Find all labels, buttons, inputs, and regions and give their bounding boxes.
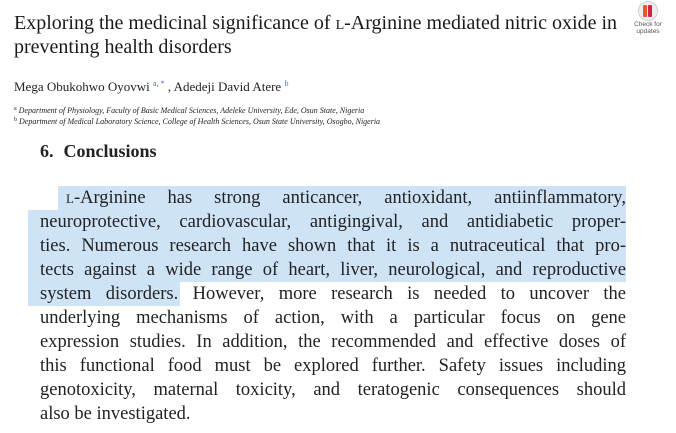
para-line-5a: system disorders. [40,284,179,304]
affiliation-a-text: Department of Physiology, Faculty of Basic Medical Sciences, Adeleke University, Ede, Osun State, Nigeria [18,106,365,115]
author-list [14,76,288,95]
para-line-6: underlying mechanisms of action, with a particular focus on gene [40,308,626,328]
para-line-4: tects against a wide range of heart, liver, neurological, and reproductive [40,260,626,280]
article-title [14,11,624,59]
para-line-1-text: -Arginine has strong anticancer, antioxidant, antiinflammatory, [73,188,626,208]
author-1-affiliation-link[interactable]: a, * [153,79,165,88]
title-line2: preventing health disorders [14,36,232,58]
para-line-3: ties. Numerous research have shown that it is a nutraceutical that pro- [40,236,626,256]
affiliation-b [14,115,380,127]
author-2[interactable]: Adedeji David Atere [173,79,282,94]
para-smallcaps-l: l [66,188,74,208]
affiliation-b-text: Department of Medical Laboratory Science, College of Health Sciences, Osun State University, Osogbo, Nigeria [19,117,381,126]
para-line-7: expression studies. In addition, the recommended and effective doses of [40,332,626,352]
title-part2: -Arginine mediated nitric oxide in [344,12,618,34]
para-line-9: genotoxicity, maternal toxicity, and teratogenic consequences should [40,380,626,400]
para-line-2: neuroprotective, cardiovascular, antigingival, and antidiabetic proper- [40,212,626,232]
author-separator: , [164,79,174,94]
para-line-10: also be investigated. [40,404,191,424]
para-line-5b: However, more research is needed to uncover the [178,284,626,304]
section-title: Conclusions [63,141,157,161]
badge-line2: updates [636,28,660,35]
section-number: 6. [40,141,54,161]
author-1[interactable]: Mega Obukohwo Oyovwi [14,79,150,94]
title-smallcaps-l: l [335,12,345,34]
badge-line1: Check for [634,21,662,28]
para-line-5 [40,282,626,306]
author-2-affiliation-link[interactable]: b [284,79,289,88]
crossmark-icon [638,1,658,21]
para-line-1 [40,186,626,210]
title-part1: Exploring the medicinal significance of [14,12,336,34]
affiliation-b-marker: b [14,117,17,123]
conclusions-paragraph[interactable] [40,186,626,426]
section-heading [40,141,157,162]
check-for-updates-badge[interactable] [626,0,670,36]
para-line-8: this functional food must be explored further. Safety issues including [40,356,626,376]
affiliation-a-marker: a [14,106,17,112]
